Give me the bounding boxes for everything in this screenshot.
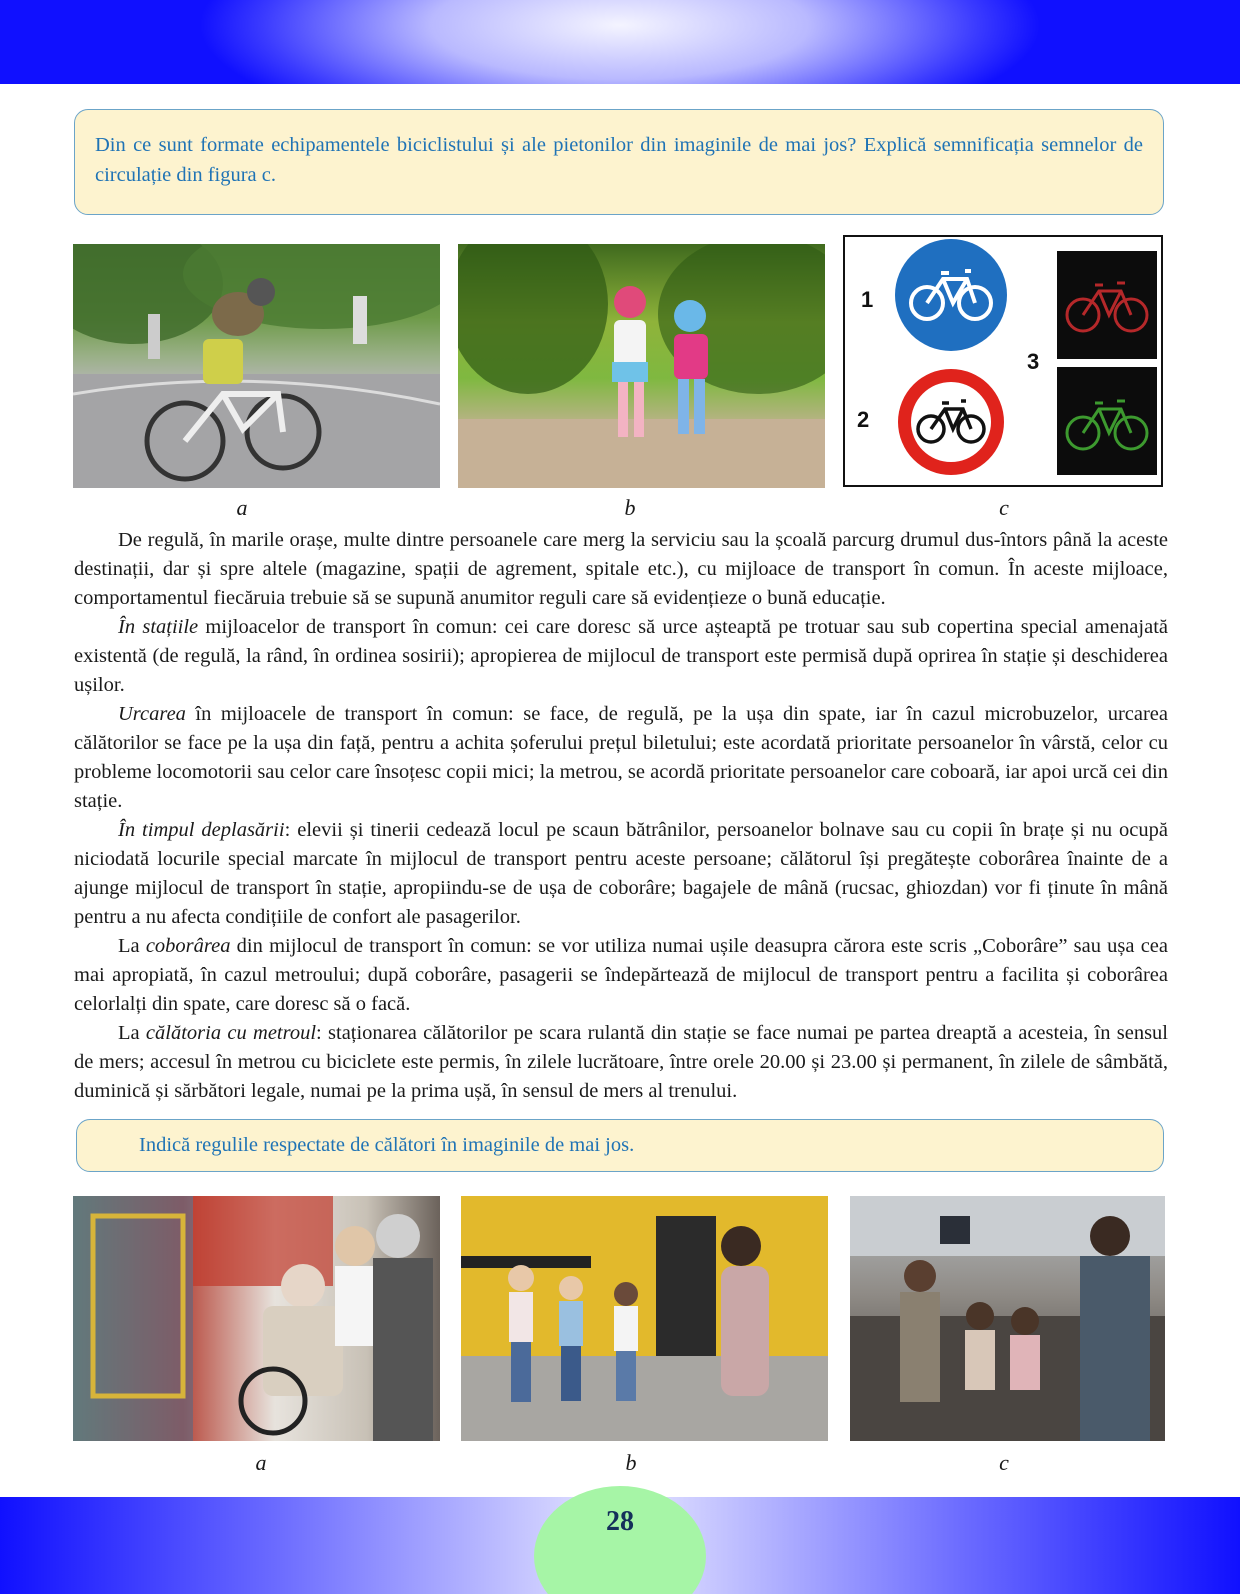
bicycle-lane-sign-icon (895, 239, 1007, 351)
page-number: 28 (606, 1506, 634, 1537)
sign-label-1: 1 (861, 287, 874, 312)
bicycle-green-light-icon (1057, 367, 1157, 475)
header-band (0, 0, 1240, 84)
caption-bottom-a: a (255, 1450, 267, 1475)
photo-kids-rollerblading (458, 244, 825, 488)
paragraph-exiting: La coborârea din mijlocul de transport în comun: se vor utiliza numai ușile deasupra cărora este scris „Coborâre” sau ușa cea mai apropiată, în cazul metroului; după coborâre, pasagerii se îndepărtează de mijlocul de transport pentru a facilita și coborârea celorlalți din spate, care doresc să o facă. (74, 935, 1168, 1015)
caption-top-b: b (624, 495, 636, 520)
task-box-bottom (76, 1119, 1164, 1172)
paragraph-boarding: Urcarea în mijloacele de transport în comun: se face, de regulă, pe la ușa din spate, iar în cazul microbuzelor, urcarea călătorilor se face pe la ușa din față, pentru a achita șoferului prețul biletului; este acordată prioritate persoanelor în vârstă, celor cu probleme locomotorii sau celor care însoțesc copii mici; la metrou, se acordă prioritate persoanelor care coboară, iar apoi urcă cei din stație. (74, 703, 1168, 812)
traffic-signs-figure (843, 235, 1163, 487)
no-bicycles-sign-icon (898, 369, 1004, 475)
task-text-bottom: Indică regulile respectate de călători în imaginile de mai jos. (139, 1134, 635, 1156)
sign-label-3: 3 (1027, 349, 1040, 374)
photo-school-bus (461, 1196, 828, 1441)
photo-cyclist (73, 244, 440, 488)
paragraph-travel: În timpul deplasării: elevii și tinerii cedează locul pe scaun bătrânilor, persoanelor bolnave sau cu copii în brațe și nu ocupă niciodată locurile special marcate în mijlocul de transport pentru aceste persoane; călătorul își pregătește coborârea înainte de a ajunge mijlocul de transport în stație, apropiindu-se de ușa de coborâre; bagajele de mână (rucsac, ghiozdan) vor fi ținute în mână pentru a nu afecta condițiile de confort ale pasagerilor. (74, 819, 1168, 928)
task-text-top: Din ce sunt formate echipamentele biciclistului și ale pietonilor din imaginile de mai jos? Explică semnificația semnelor de circulație din figura c. (95, 134, 1143, 186)
paragraph-intro: De regulă, în marile orașe, multe dintre persoanele care merg la serviciu sau la școală parcurg drumul dus-întors până la aceste destinații, dar și spre altele (magazine, spații de agrement, spitale etc.), cu mijloace de transport în comun. În aceste mijloace, comportamentul fiecăruia trebuie să se supună anumitor reguli care să evidențieze o bună educație. (74, 529, 1168, 609)
bicycle-red-light-icon (1057, 251, 1157, 359)
sign-label-2: 2 (857, 407, 870, 432)
caption-top-a: a (236, 495, 248, 520)
caption-bottom-c: c (999, 1450, 1009, 1475)
task-box-top (74, 109, 1164, 215)
paragraph-metro: La călătoria cu metroul: staționarea călătorilor pe scara rulantă din stație se face numai pe partea dreaptă a acesteia, în sensul de mers; accesul în metrou cu biciclete este permis, în zilele lucrătoare, între orele 20.00 și 23.00 și permanent, în zilele de sâmbătă, duminică și sărbători legale, numai pe la prima ușă, în sensul de mers al trenului. (74, 1022, 1168, 1102)
paragraph-stations: În stațiile mijloacelor de transport în comun: cei care doresc să urce așteaptă pe trotuar sau sub copertina special amenajată existentă (de regulă, la rând, în ordinea sosirii); apropierea de mijlocul de transport este permisă după oprirea în stație și deschiderea ușilor. (74, 616, 1168, 696)
caption-bottom-b: b (625, 1450, 637, 1475)
photo-wheelchair-boarding (73, 1196, 440, 1441)
body-text (74, 526, 1168, 1106)
photo-metro-interior (850, 1196, 1165, 1441)
caption-top-c: c (999, 495, 1009, 520)
